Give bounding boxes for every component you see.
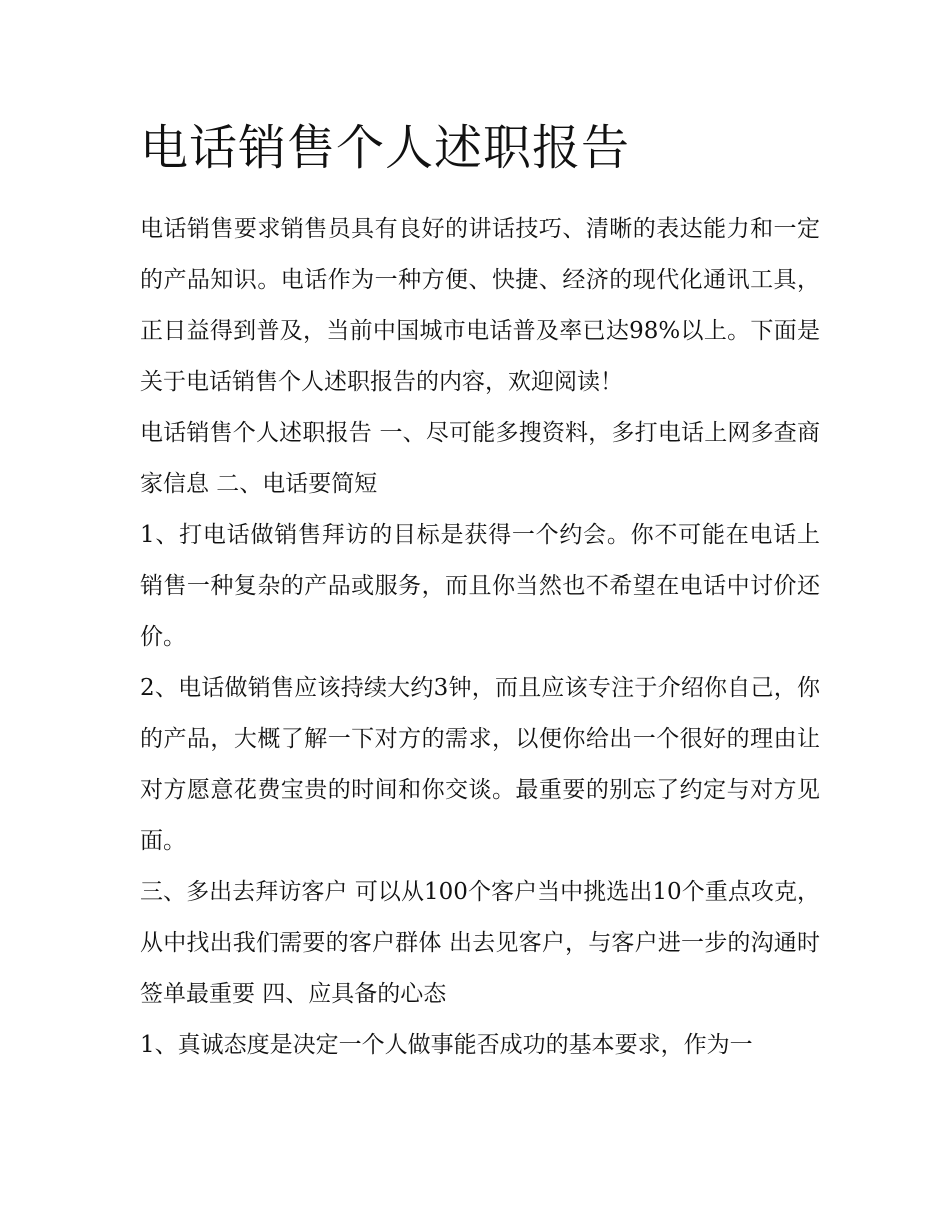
document-page <box>140 112 820 1071</box>
paragraph-intro: 电话销售要求销售员具有良好的讲话技巧、清晰的表达能力和一定的产品知识。电话作为一种方便、快捷、经济的现代化通讯工具，正日益得到普及，当前中国城市电话普及率已达98%以上。下面是关于电话销售个人述职报告的内容，欢迎阅读！ <box>140 216 820 395</box>
paragraph-section-three: 三、多出去拜访客户 可以从100个客户当中挑选出10个重点攻克，从中找出我们需要的客户群体 出去见客户，与客户进一步的沟通时签单最重要 四、应具备的心态 <box>140 879 820 1007</box>
paragraph-attitude-1: 1、真诚态度是决定一个人做事能否成功的基本要求，作为一 <box>140 1032 753 1058</box>
paragraph-point-1: 1、打电话做销售拜访的目标是获得一个约会。你不可能在电话上销售一种复杂的产品或服务，而且你当然也不希望在电话中讨价还价。 <box>140 522 820 650</box>
document-title: 电话销售个人述职报告 <box>140 120 631 176</box>
paragraph-section-one: 电话销售个人述职报告 一、尽可能多搜资料，多打电话上网多查商家信息 二、电话要简短 <box>140 420 820 497</box>
paragraph-point-2: 2、电话做销售应该持续大约3钟，而且应该专注于介绍你自己，你的产品，大概了解一下对方的需求，以便你给出一个很好的理由让对方愿意花费宝贵的时间和你交谈。最重要的别忘了约定与对方见面。 <box>140 675 820 854</box>
